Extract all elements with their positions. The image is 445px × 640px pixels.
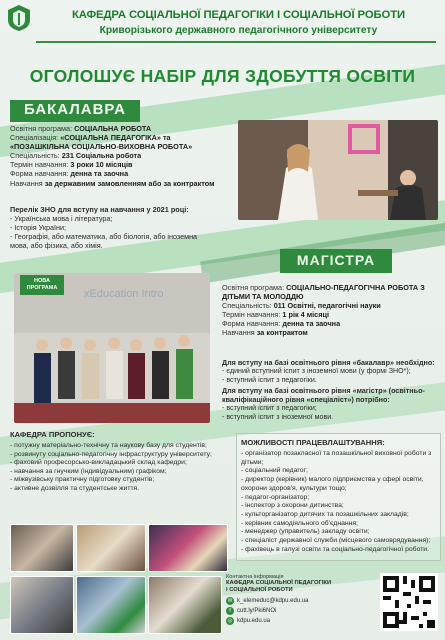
bachelor-line: Освітня програма: СОЦІАЛЬНА РОБОТА <box>10 124 152 133</box>
contact-site-row[interactable] <box>226 616 376 626</box>
req-title: Для вступу на базі освітнього рівня «магістр» (освітньо-кваліфікаційного рівня «спеціаліст») потрібно: <box>222 386 425 404</box>
career-opportunities <box>236 433 441 561</box>
contact-email[interactable]: k_elemeduc@kdpu.edu.ua <box>237 598 309 604</box>
master-photo <box>14 273 210 423</box>
zno-title: Перелік ЗНО для вступу на навчання у 2021 році: <box>10 205 189 214</box>
zno-list <box>10 205 235 250</box>
contact-link-row[interactable] <box>226 606 376 616</box>
collage-photo <box>148 524 228 572</box>
master-line: Освітня програма: СОЦІАЛЬНО-ПЕДАГОГІЧНА РОБОТА З ДІТЬМИ ТА МОЛОДДЮ <box>222 283 425 302</box>
header-subtitle: Криворізького державного педагогічного університету <box>99 25 378 36</box>
bachelor-title: БАКАЛАВРА <box>24 101 126 118</box>
university-logo <box>6 4 32 32</box>
list-item: - організатор позакласної та позашкільної виховної роботи з дітьми; <box>241 450 432 466</box>
qr-code[interactable] <box>380 573 438 631</box>
master-details <box>222 283 438 338</box>
contact-org: КАФЕДРА СОЦІАЛЬНОЇ ПЕДАГОГІКИ <box>226 580 332 586</box>
bachelor-line: «ПОЗАШКІЛЬНА СОЦІАЛЬНО-ВИХОВНА РОБОТА» <box>10 142 193 152</box>
offers-title: КАФЕДРА ПРОПОНУЄ: <box>10 430 95 439</box>
req-title: Для вступу на базі освітнього рівня «бакалавр» необхідно: <box>222 358 435 367</box>
photo-illustration <box>238 120 438 220</box>
list-item: - активне дозвілля та студентське життя. <box>10 484 140 492</box>
list-item: - Українська мова і література; <box>10 214 113 223</box>
career-title: МОЖЛИВОСТІ ПРАЦЕВЛАШТУВАННЯ: <box>241 438 385 447</box>
new-program-badge: НОВА ПРОГРАМА <box>20 275 64 295</box>
list-item: - розвинуту соціально-педагогічну інфраструктуру університету; <box>10 450 212 458</box>
master-line: Навчання за контрактом <box>222 328 308 338</box>
list-item: мова, або фізика, або хімія. <box>10 241 103 250</box>
master-line: Форма навчання: денна та заочна <box>222 319 341 329</box>
list-item: - спеціаліст державної служби (місцевого самоврядування); <box>241 537 431 545</box>
collage-photo <box>148 576 222 634</box>
bachelor-line: Форма навчання: денна та заочна <box>10 169 129 179</box>
department-offers <box>10 430 232 494</box>
list-item: - вступний іспит з педагогіки. <box>222 376 317 384</box>
bachelor-line: Навчання за державним замовленням або за контрактом <box>10 178 215 188</box>
collage-photo <box>76 576 146 634</box>
bachelor-photo <box>238 120 438 220</box>
contact-link[interactable]: cutt.ly/Pki6NOi <box>237 608 277 614</box>
list-item: - єдиний вступний іспит з іноземної мови (у формі ЗНО*); <box>222 367 411 375</box>
list-item: - керівник самодіяльного об'єднання; <box>241 519 358 527</box>
contact-info <box>226 574 376 626</box>
master-title: МАГІСТРА <box>296 252 376 268</box>
bachelor-line: Термін навчання: 3 роки 10 місяців <box>10 160 133 170</box>
list-item: - навчання за гнучким (індивідуальним) графіком; <box>10 467 167 475</box>
list-item: - педагог-організатор; <box>241 493 310 501</box>
bachelor-line: Спеціалізація: «СОЦІАЛЬНА ПЕДАГОГІКА» та <box>10 133 171 143</box>
list-item: - фаховий професорсько-викладацький склад кафедри; <box>10 459 187 467</box>
contact-heading: Контактна інформація <box>226 574 284 580</box>
list-item: - культорганізатор дитячих та позашкільних закладів; <box>241 510 409 518</box>
list-item: - Історія України; <box>10 223 67 232</box>
qr-code-icon <box>383 576 435 628</box>
header-title: КАФЕДРА СОЦІАЛЬНОЇ ПЕДАГОГІКИ І СОЦІАЛЬНОЇ РОБОТИ <box>71 9 406 21</box>
list-item: - Географія, або математика, або біологія, або іноземна <box>10 232 198 241</box>
header-divider <box>36 41 436 43</box>
list-item: - фахівець в галузі освіти та соціально-педагогічної роботи. <box>241 545 429 553</box>
main-title: ОГОЛОШУЄ НАБІР ДЛЯ ЗДОБУТТЯ ОСВІТИ <box>29 66 416 86</box>
collage-photo <box>10 524 74 572</box>
contact-org: І СОЦІАЛЬНОЇ РОБОТИ <box>226 587 293 593</box>
globe-icon: ◎ <box>227 618 233 624</box>
list-item: - вступний іспит з іноземної мови. <box>222 413 334 421</box>
list-item: - вступний іспит з педагогіки; <box>222 404 317 412</box>
career-list <box>241 450 439 554</box>
list-item: - директор (керівник) малого підприємства у сфері освіти, охорони здоров'я, культури тощо; <box>241 476 424 492</box>
bachelor-line: Спеціальність: 231 Соціальна робота <box>10 151 142 161</box>
collage-photo <box>76 524 146 572</box>
email-icon: ✉ <box>227 598 233 604</box>
admission-requirements <box>222 358 438 422</box>
list-item: - менеджер (управитель) закладу освіти; <box>241 528 370 536</box>
contact-email-row[interactable] <box>226 596 376 606</box>
list-item: - міжвузівську практичну підготовку студентів; <box>10 476 155 484</box>
contact-site[interactable]: kdpu.edu.ua <box>237 618 271 624</box>
master-line: Спеціальність: 011 Освітні, педагогічні науки <box>222 301 381 311</box>
group-photo-illustration <box>14 273 210 423</box>
list-item: - інспектор з охорони дитинства; <box>241 502 344 510</box>
svg-text:xEducation Intro: xEducation Intro <box>84 288 164 300</box>
facebook-icon: f <box>226 607 234 615</box>
list-item: - соціальний педагог; <box>241 467 308 475</box>
collage-photo <box>10 576 74 634</box>
master-line: Термін навчання: 1 рік 4 місяці <box>222 310 330 320</box>
list-item: - потужну матеріально-технічну та наукову базу для студентів; <box>10 442 207 449</box>
